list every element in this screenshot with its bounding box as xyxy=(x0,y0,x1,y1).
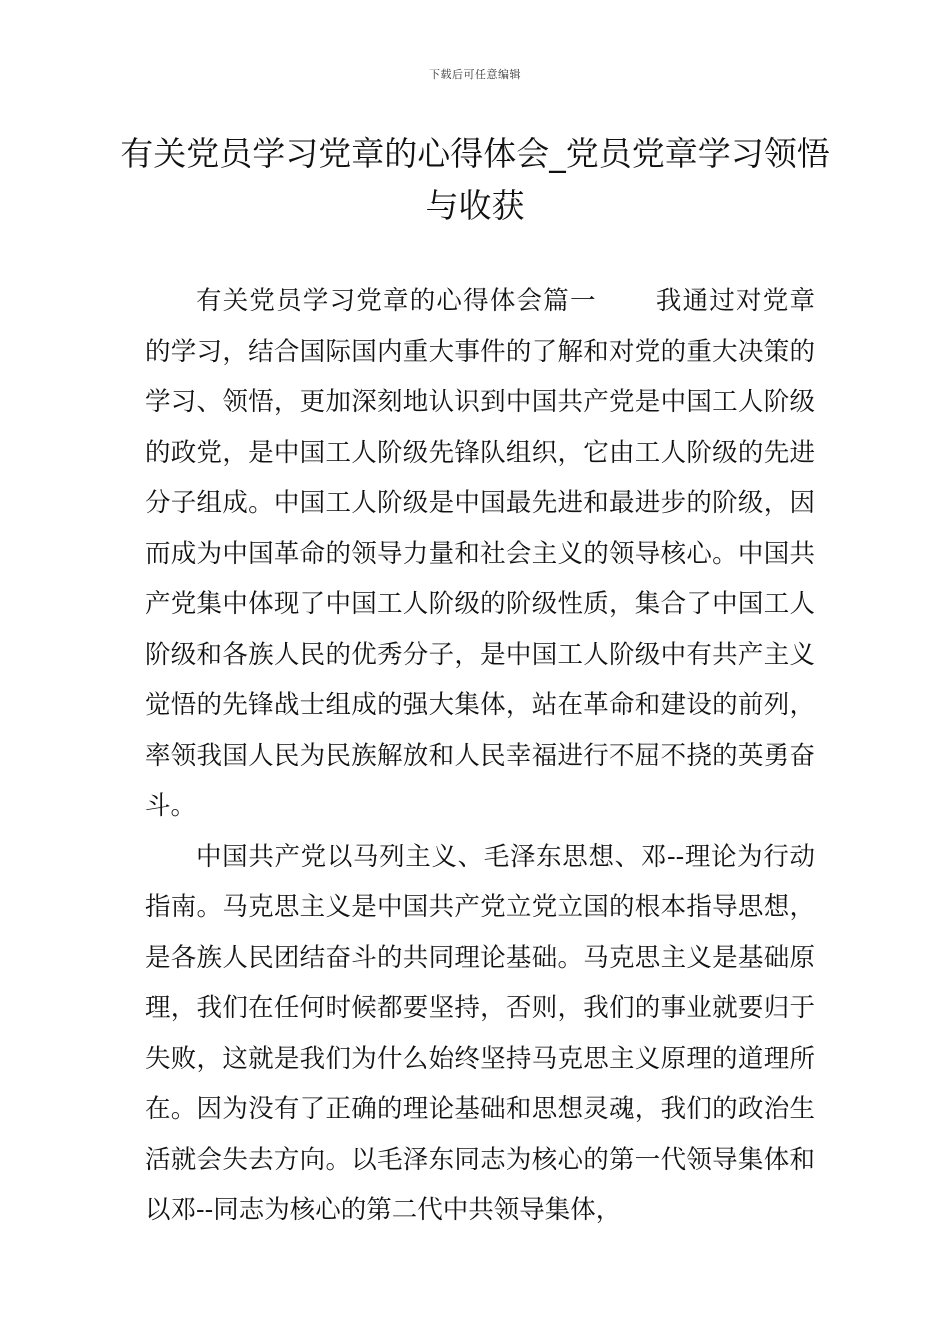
document-title: 有关党员学习党章的心得体会_党员党章学习领悟与收获 xyxy=(120,134,830,225)
paragraph-1-lead: 有关党员学习党章的心得体会篇一 xyxy=(196,286,597,316)
paragraph-2-text: 中国共产党以马列主义、毛泽东思想、邓--理论为行动指南。马克思主义是中国共产党立党立国的根本指导思想，是各族人民团结奋斗的共同理论基础。马克思主义是基础原理，我们在任何时候都要坚持，否则，我们的事业就要归于失败，这就是我们为什么始终坚持马克思主义原理的道理所在。因为没有了正确的理论基础和思想灵魂，我们的政治生活就会失去方向。以毛泽东同志为核心的第一代领导集体和以邓--同志为核心的第二代中共领导集体， xyxy=(145,841,815,1225)
paragraph-1 xyxy=(145,276,815,832)
paragraph-1-text: 我通过对党章的学习，结合国际国内重大事件的了解和对党的重大决策的学习、领悟，更加深刻地认识到中国共产党是中国工人阶级的政党，是中国工人阶级先锋队组织，它由工人阶级的先进分子组成。中国工人阶级是中国最先进和最进步的阶级，因而成为中国革命的领导力量和社会主义的领导核心。中国共产党集中体现了中国工人阶级的阶级性质，集合了中国工人阶级和各族人民的优秀分子，是中国工人阶级中有共产主义觉悟的先锋战士组成的强大集体，站在革命和建设的前列，率领我国人民为民族解放和人民幸福进行不屈不挠的英勇奋斗。 xyxy=(145,286,815,821)
header-note: 下载后可任意编辑 xyxy=(429,68,521,81)
paragraph-2 xyxy=(145,832,815,1236)
document-body xyxy=(145,276,815,1236)
